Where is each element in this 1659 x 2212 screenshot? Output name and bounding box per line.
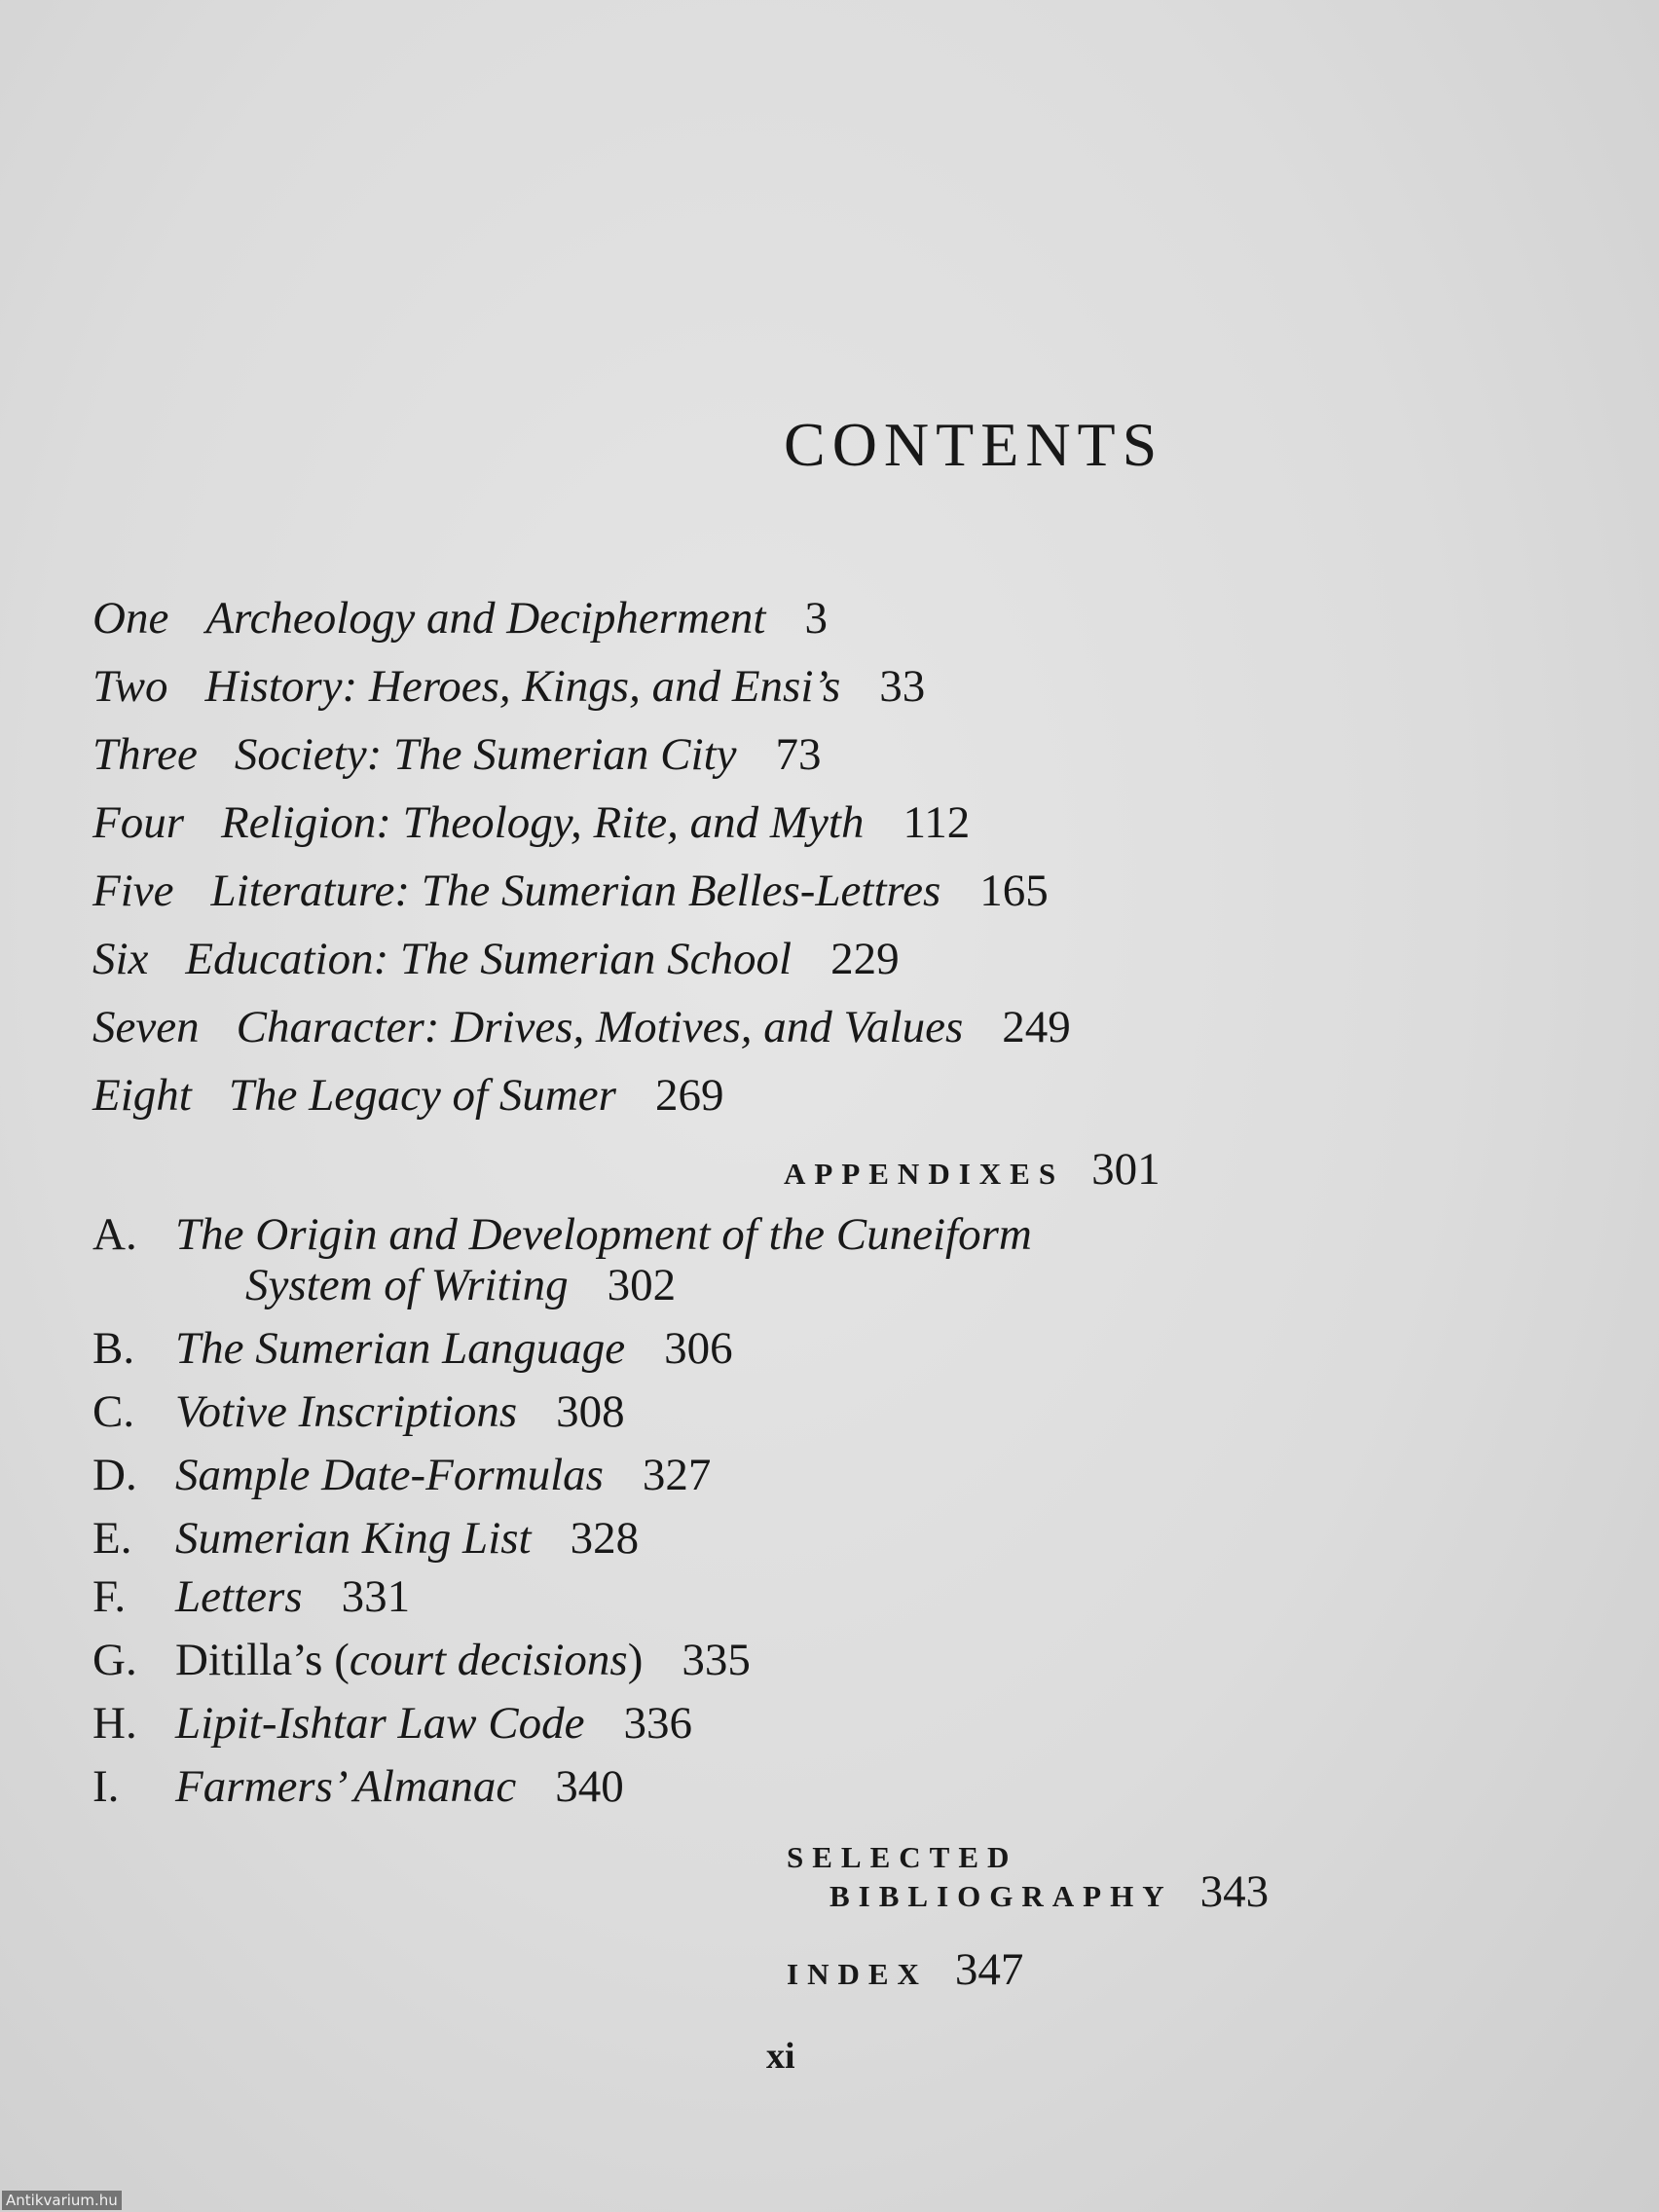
bibliography-label-line1: SELECTED xyxy=(787,1840,1018,1874)
toc-appendix-row xyxy=(92,1386,625,1437)
chapter-number: Five xyxy=(92,866,174,916)
chapter-page: 33 xyxy=(879,661,926,712)
appendix-letter: B. xyxy=(92,1323,135,1374)
appendix-title: court decisions xyxy=(349,1635,628,1685)
toc-appendix-row-continued xyxy=(245,1260,677,1310)
appendix-letter: F. xyxy=(92,1571,127,1622)
toc-appendix-row xyxy=(92,1450,712,1500)
chapter-page: 269 xyxy=(654,1070,724,1121)
bibliography-page: 343 xyxy=(1199,1866,1270,1917)
toc-chapter-row xyxy=(92,868,1049,914)
page-title: CONTENTS xyxy=(784,410,1164,479)
chapter-page: 112 xyxy=(903,797,971,848)
appendix-title: The Origin and Development of the Cuneiform xyxy=(175,1209,1032,1260)
appendix-title: The Sumerian Language xyxy=(175,1323,626,1374)
appendix-page: 335 xyxy=(682,1635,751,1685)
chapter-number: Three xyxy=(92,729,198,780)
appendix-title: Votive Inscriptions xyxy=(175,1386,518,1437)
appendix-page: 306 xyxy=(664,1323,733,1374)
appendixes-page: 301 xyxy=(1091,1144,1161,1195)
chapter-number: Two xyxy=(92,661,168,712)
toc-chapter-row xyxy=(92,661,926,712)
appendix-title: Sample Date-Formulas xyxy=(175,1450,604,1500)
chapter-page: 229 xyxy=(830,934,900,984)
chapter-number: Four xyxy=(92,797,184,848)
appendix-title: Sumerian King List xyxy=(175,1513,532,1564)
chapter-title: Archeology and Decipherment xyxy=(205,593,766,644)
index-label: INDEX xyxy=(787,1957,928,1991)
appendix-page: 327 xyxy=(642,1450,712,1500)
chapter-title: Character: Drives, Motives, and Values xyxy=(236,1002,964,1052)
appendix-letter: E. xyxy=(92,1513,132,1564)
toc-appendix-row xyxy=(92,1698,692,1749)
toc-appendix-row xyxy=(92,1209,1032,1260)
appendix-page: 302 xyxy=(607,1260,677,1310)
chapter-title: Literature: The Sumerian Belles-Lettres xyxy=(210,866,941,916)
toc-chapter-row xyxy=(92,729,822,780)
chapter-title: History: Heroes, Kings, and Ensi’s xyxy=(204,661,841,712)
chapter-page: 73 xyxy=(775,729,822,780)
chapter-number: Eight xyxy=(92,1070,192,1121)
chapter-page: 249 xyxy=(1002,1002,1071,1052)
appendix-letter: C. xyxy=(92,1386,135,1437)
appendix-page: 308 xyxy=(556,1386,625,1437)
appendix-title: Farmers’ Almanac xyxy=(175,1761,517,1812)
appendix-title: Letters xyxy=(175,1571,303,1622)
toc-appendix-row xyxy=(92,1761,624,1812)
chapter-title: Education: The Sumerian School xyxy=(185,934,793,984)
appendix-title-prefix: Ditilla’s ( xyxy=(175,1635,350,1685)
toc-appendix-row xyxy=(92,1635,751,1685)
toc-chapter-row xyxy=(92,593,828,644)
watermark-logo: Antikvarium.hu xyxy=(2,2191,122,2210)
appendix-letter: I. xyxy=(92,1761,120,1812)
appendix-page: 328 xyxy=(570,1513,640,1564)
chapter-number: One xyxy=(92,593,169,644)
toc-chapter-row xyxy=(92,1070,724,1121)
appendix-page: 340 xyxy=(555,1761,624,1812)
chapter-title: Religion: Theology, Rite, and Myth xyxy=(221,797,865,848)
index-page: 347 xyxy=(954,1944,1024,1995)
chapter-page: 165 xyxy=(979,866,1049,916)
toc-appendix-row xyxy=(92,1323,733,1374)
chapter-page: 3 xyxy=(804,593,828,644)
appendix-letter: H. xyxy=(92,1698,137,1749)
toc-chapter-row xyxy=(92,934,900,984)
appendix-page: 331 xyxy=(341,1571,411,1622)
appendix-title-suffix: ) xyxy=(627,1635,644,1685)
bibliography-heading-line2 xyxy=(830,1866,1270,1917)
index-row xyxy=(787,1944,1024,1995)
appendixes-heading-row xyxy=(784,1144,1161,1195)
bibliography-label-line2: BIBLIOGRAPHY xyxy=(830,1879,1173,1913)
chapter-title: Society: The Sumerian City xyxy=(234,729,737,780)
appendix-letter: A. xyxy=(92,1209,137,1260)
chapter-title: The Legacy of Sumer xyxy=(228,1070,616,1121)
toc-chapter-row xyxy=(92,1002,1071,1052)
appendix-letter: D. xyxy=(92,1450,137,1500)
chapter-number: Six xyxy=(92,934,149,984)
chapter-number: Seven xyxy=(92,1002,200,1052)
page-folio: xi xyxy=(766,2036,795,2077)
appendix-title: Lipit-Ishtar Law Code xyxy=(175,1698,585,1749)
appendixes-heading: APPENDIXES xyxy=(784,1157,1065,1191)
toc-appendix-row xyxy=(92,1571,411,1622)
appendix-letter: G. xyxy=(92,1635,137,1685)
appendix-title-continued: System of Writing xyxy=(245,1260,569,1310)
toc-chapter-row xyxy=(92,797,971,848)
appendix-page: 336 xyxy=(623,1698,692,1749)
toc-appendix-row xyxy=(92,1513,640,1564)
